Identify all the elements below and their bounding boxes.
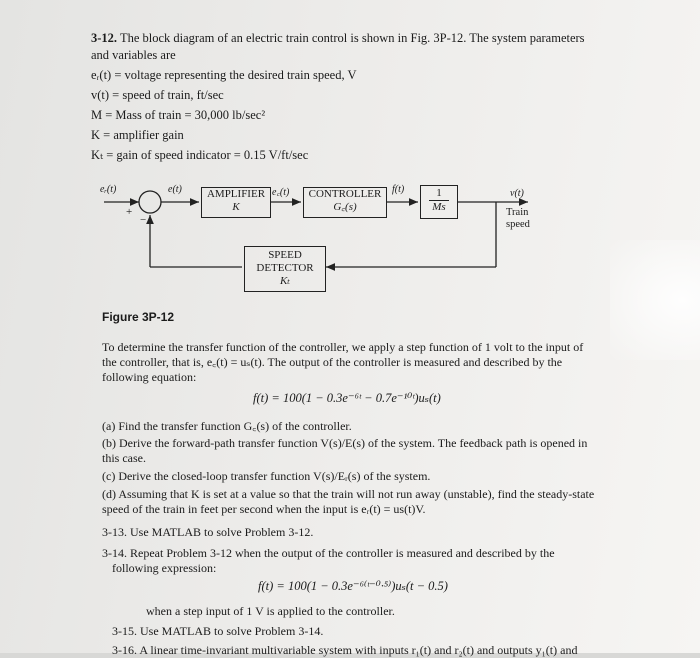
problem-3-12-intro: 3-12. The block diagram of an electric train control is shown in Fig. 3P-12. The system parameters [91, 31, 585, 45]
equation-f-of-t-delayed: f(t) = 100(1 − 0.3e⁻⁶⁽ᵗ⁻⁰·⁵⁾)uₛ(t − 0.5) [258, 579, 448, 593]
ec-signal-label: e꜀(t) [272, 187, 290, 198]
question-d-line1: (d) Assuming that K is set at a value so that the train will not run away (unstable), find the steady-state [102, 487, 595, 501]
input-signal-label: eᵣ(t) [100, 184, 117, 195]
controller-block [303, 187, 387, 218]
detector-label-speed: SPEED [268, 249, 302, 261]
problem-3-14-line2: following expression: [112, 561, 217, 575]
force-signal-label: f(t) [392, 184, 405, 195]
body-paragraph-line3: following equation: [102, 370, 197, 384]
amplifier-label: AMPLIFIER [206, 188, 266, 200]
output-label-train: Train [506, 207, 529, 218]
body-paragraph-line1: To determine the transfer function of the controller, we apply a step function of 1 volt to the input of [102, 340, 584, 354]
output-signal-label: v(t) [510, 188, 524, 199]
problem-3-14-line1: 3-14. Repeat Problem 3-12 when the output of the controller is measured and described by the [102, 546, 555, 560]
output-label-speed: speed [506, 219, 530, 230]
variable-v: v(t) = speed of train, ft/sec [91, 88, 224, 102]
summing-minus-sign: − [140, 214, 147, 226]
variable-kt: Kₜ = gain of speed indicator = 0.15 V/ft/sec [91, 148, 309, 162]
equation-f-of-t: f(t) = 100(1 − 0.3e⁻⁶ᵗ − 0.7e⁻¹⁰ᵗ)uₛ(t) [253, 391, 441, 405]
detector-gain: Kₜ [279, 275, 291, 287]
error-signal-label: e(t) [168, 184, 182, 195]
summing-plus-sign: + [126, 206, 133, 218]
question-a: (a) Find the transfer function G꜀(s) of the controller. [102, 419, 352, 433]
variable-er: eᵣ(t) = voltage representing the desired train speed, V [91, 68, 357, 82]
question-b-line2: this case. [102, 451, 146, 465]
variable-m: M = Mass of train = 30,000 lb/sec² [91, 108, 266, 122]
amplifier-block [201, 187, 271, 218]
plant-denominator: Ms [432, 201, 446, 213]
problem-3-16-partial: 3-16. A linear time-invariant multivariable system with inputs r₁(t) and r₂(t) and outputs y₁(t) and [112, 643, 578, 657]
problem-3-14-line3: when a step input of 1 V is applied to the controller. [146, 604, 395, 618]
problem-3-15: 3-15. Use MATLAB to solve Problem 3-14. [112, 624, 324, 638]
variable-k: K = amplifier gain [91, 128, 184, 142]
question-c: (c) Derive the closed-loop transfer function V(s)/Eᵣ(s) of the system. [102, 469, 431, 483]
problem-3-12-intro-line2: and variables are [91, 48, 176, 62]
body-paragraph-line2: the controller, that is, e꜀(t) = uₛ(t). The output of the controller is measured and described by the [102, 355, 563, 369]
plant-numerator: 1 [429, 187, 449, 201]
amplifier-gain: K [232, 201, 240, 213]
problem-3-13: 3-13. Use MATLAB to solve Problem 3-12. [102, 525, 314, 539]
plant-block [420, 185, 458, 219]
controller-label: CONTROLLER [308, 188, 382, 200]
detector-label-detector: DETECTOR [256, 262, 314, 274]
question-b-line1: (b) Derive the forward-path transfer function V(s)/E(s) of the system. The feedback path is opened in [102, 436, 588, 450]
question-d-line2: speed of the train in feet per second when the input is eᵣ(t) = us(t)V. [102, 502, 426, 516]
speed-detector-block [244, 246, 326, 292]
figure-caption: Figure 3P-12 [102, 310, 175, 324]
controller-tf: G꜀(s) [333, 201, 357, 213]
